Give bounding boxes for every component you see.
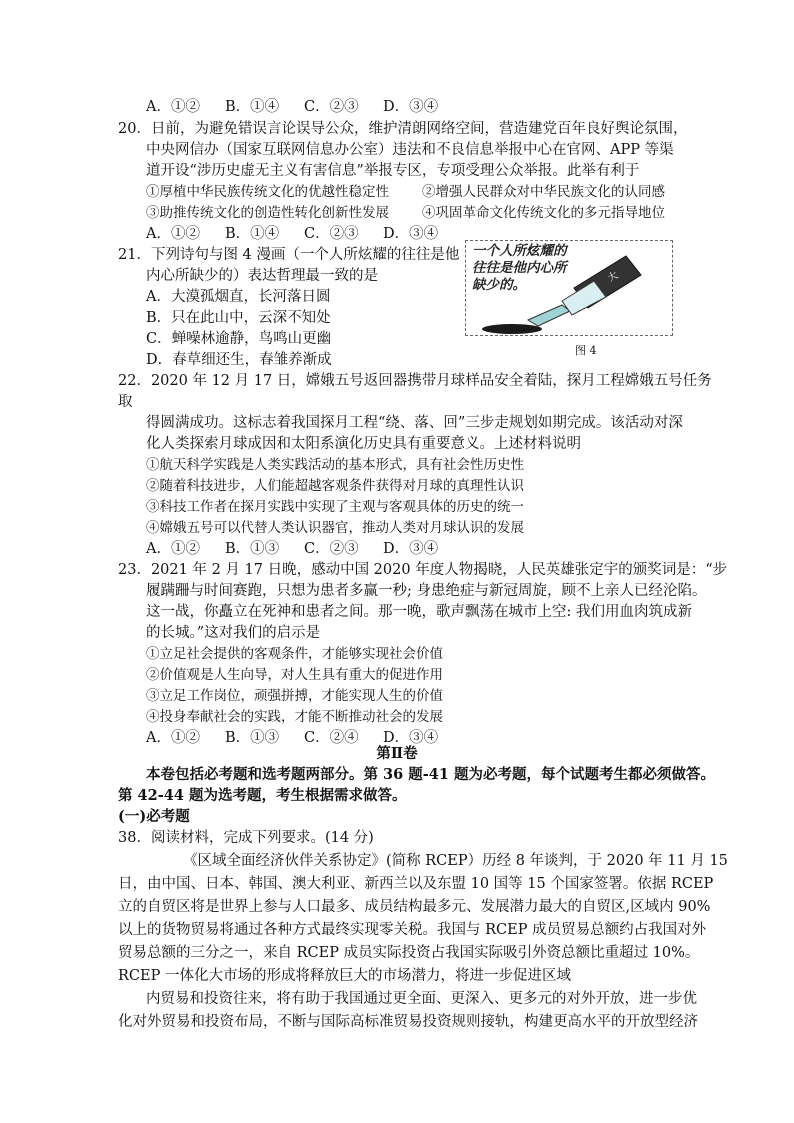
q23-item: ③立足工作岗位，顽强拼搏，才能实现人生的价值 — [146, 688, 443, 704]
q38-text-line: 内贸易和投资往来，将有助于我国通过更全面、更深入、更多元的对外开放，进一步优 — [146, 991, 697, 1007]
q19-option-a[interactable]: A．①② — [146, 99, 200, 115]
cartoon-text-line: 往往是他内心所 — [472, 260, 567, 276]
q22-item: ②随着科技进步，人们能超越客观条件获得对月球的真理性认识 — [146, 478, 524, 494]
q22-option-c[interactable]: C．②③ — [304, 541, 359, 557]
q20-item: ②增强人民群众对中华民族文化的认同感 — [422, 184, 665, 200]
q22-option-d[interactable]: D．③④ — [383, 541, 439, 557]
q21-option-c[interactable]: C．蝉噪林逾静，鸟鸣山更幽 — [146, 331, 332, 347]
q23-option-d[interactable]: D．③④ — [383, 730, 439, 746]
q23-item: ④投身奉献社会的实践，才能不断推动社会的发展 — [146, 709, 443, 725]
q20-item: ③助推传统文化的创造性转化创新性发展 — [146, 205, 389, 221]
q20-option-c[interactable]: C．②③ — [304, 226, 359, 242]
cartoon-text-line: 缺少的。 — [472, 277, 526, 293]
q22-stem-line: 22．2020 年 12 月 17 日，嫦娥五号返回器携带月球样品安全着陆，探月工程嫦娥五号任务 — [118, 373, 712, 389]
q21-option-b[interactable]: B．只在此山中，云深不知处 — [146, 310, 331, 326]
q23-item: ①立足社会提供的客观条件，才能够实现社会价值 — [146, 646, 443, 662]
q20-stem-line: 中央网信办（国家互联网信息办公室）违法和不良信息举报中心在官网、APP 等渠 — [146, 142, 674, 158]
q21-option-a[interactable]: A．大漠孤烟直，长河落日圆 — [146, 289, 331, 305]
q23-stem-line: 23．2021 年 2 月 17 日晚，感动中国 2020 年度人物揭晓，人民英雄张定宇的颁奖词是：“步 — [118, 562, 728, 578]
q23-option-c[interactable]: C．②④ — [304, 730, 359, 746]
q23-option-a[interactable]: A．①② — [146, 730, 200, 746]
q20-stem-line: 道开设“涉历史虚无主义有害信息”举报专区，专项受理公众举报。此举有利于 — [146, 163, 640, 179]
q38-text-line: 以上的货物贸易将通过各种方式最终实现零关税。我国与 RCEP 成员贸易总额约占我国对外 — [118, 922, 707, 938]
q22-item: ③科技工作者在探月实践中实现了主观与客观具体的历史的统一 — [146, 499, 524, 515]
q22-option-b[interactable]: B．①③ — [225, 541, 280, 557]
section-intro-line: 第 42-44 题为选考题，考生根据需求做答。 — [118, 787, 407, 804]
cartoon-text-line: 一个人所炫耀的 — [472, 243, 567, 259]
hat-text: 大 — [606, 270, 621, 285]
q23-stem-line: 这一战，你矗立在死神和患者之间。那一晚，歌声飘荡在城市上空: 我们用血肉筑成新 — [146, 604, 692, 620]
q22-options — [146, 539, 462, 559]
q23-option-b[interactable]: B．①③ — [225, 730, 280, 746]
section-subtitle: (一)必考题 — [118, 808, 190, 825]
section-intro-line: 本卷包括必考题和选考题两部分。第 36 题-41 题为必考题，每个试题考生都必须做答。 — [146, 766, 716, 783]
q22-item: ④嫦娥五号可以代替人类认识器官，推动人类对月球认识的发展 — [146, 520, 524, 536]
figure-caption: 图 4 — [575, 344, 597, 357]
q19-options — [146, 97, 462, 117]
q19-option-d[interactable]: D．③④ — [383, 99, 439, 115]
q21-stem-line: 21．下列诗句与图 4 漫画（一个人所炫耀的往往是他 — [118, 247, 460, 263]
q22-option-a[interactable]: A．①② — [146, 541, 200, 557]
q38-title: 38．阅读材料，完成下列要求。(14 分) — [118, 830, 374, 846]
q20-item: ④巩固革命文化传统文化的多元指导地位 — [422, 205, 665, 221]
q38-text-line: 立的自贸区将是世界上参与人口最多、成员结构最多元、发展潜力最大的自贸区,区域内 90% — [118, 899, 711, 915]
section-title: 第Ⅱ卷 — [376, 745, 418, 762]
q23-stem-line: 的长城。”这对我们的启示是 — [146, 625, 321, 641]
q22-item: ①航天科学实践是人类实践活动的基本形式，具有社会性历史性 — [146, 457, 524, 473]
q20-item: ①厚植中华民族传统文化的优越性稳定性 — [146, 184, 389, 200]
q22-stem-line: 取 — [118, 394, 133, 410]
q20-option-a[interactable]: A．①② — [146, 226, 200, 242]
cartoon-caption-text — [472, 243, 567, 294]
q22-stem-line: 得圆满成功。这标志着我国探月工程“绕、落、回”三步走规划如期完成。该活动对深 — [146, 415, 683, 431]
q20-option-d[interactable]: D．③④ — [383, 226, 439, 242]
q19-option-c[interactable]: C．②③ — [304, 99, 359, 115]
q23-stem-line: 履蹒跚与时间赛跑，只想为患者多赢一秒; 身患绝症与新冠周旋，顾不上亲人已经沦陷。 — [146, 583, 707, 599]
q23-item: ②价值观是人生向导，对人生具有重大的促进作用 — [146, 667, 443, 683]
figure-4-cartoon — [465, 240, 673, 336]
q20-option-b[interactable]: B．①④ — [225, 226, 280, 242]
cartoon-leg — [528, 305, 570, 326]
q38-text-line: 《区域全面经济伙伴关系协定》(简称 RCEP）历经 8 年谈判，于 2020 年 11 月 15 — [183, 853, 728, 869]
q20-options — [146, 224, 462, 244]
q19-option-b[interactable]: B．①④ — [225, 99, 280, 115]
q21-option-d[interactable]: D．春草细还生，春雏养渐成 — [146, 352, 332, 368]
q20-stem-line: 20．日前，为避免错误言论误导公众，维护清朗网络空间，营造建党百年良好舆论氛围， — [118, 121, 688, 137]
q22-stem-line: 化人类探索月球成因和太阳系演化历史具有重要意义。上述材料说明 — [146, 436, 581, 452]
q21-stem-line: 内心所缺少的）表达哲理最一致的是 — [146, 268, 378, 284]
q38-text-line: 日，由中国、日本、韩国、澳大利亚、新西兰以及东盟 10 国等 15 个国家签署。依据 RCEP — [118, 876, 714, 892]
q38-text-line: RCEP 一体化大市场的形成将释放巨大的市场潜力，将进一步促进区域 — [118, 968, 571, 984]
shadow-ellipse — [482, 324, 542, 334]
q38-text-line: 贸易总额的三分之一，来自 RCEP 成员实际投资占我国实际吸引外资总额比重超过 10%。 — [118, 945, 700, 961]
q38-text-line: 化对外贸易和投资布局，不断与国际高标准贸易投资规则接轨，构建更高水平的开放型经济 — [118, 1014, 698, 1030]
